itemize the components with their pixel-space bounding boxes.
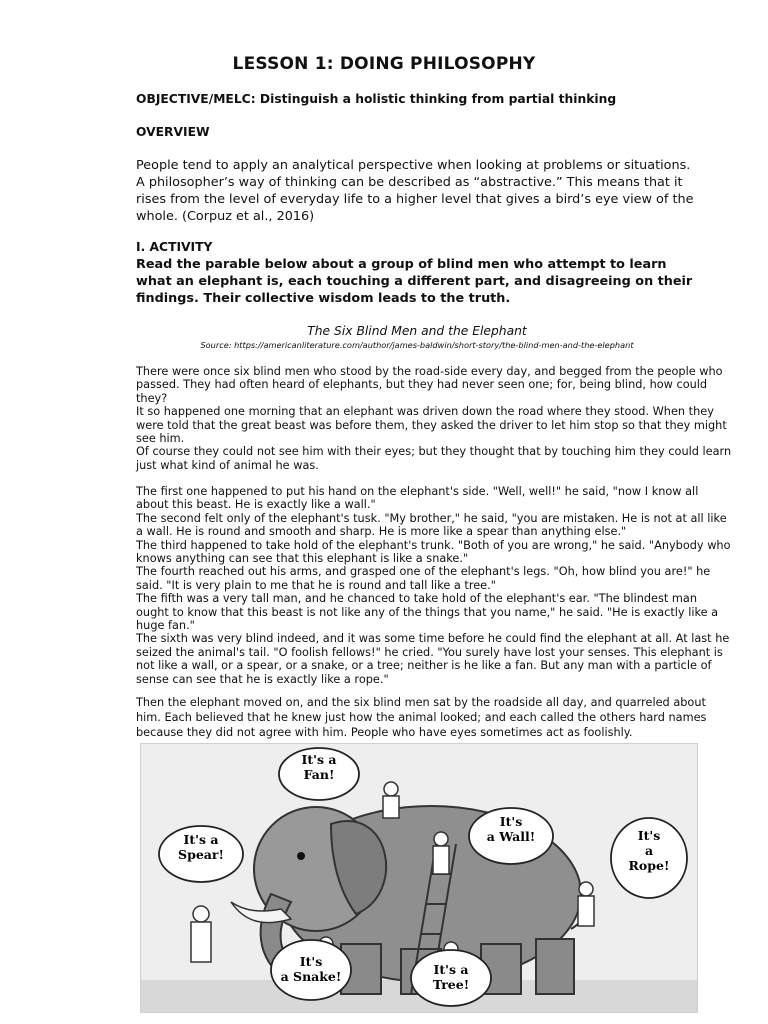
spear-speech-bubble [161, 832, 241, 862]
overview-paragraph: A philosopher’s way of thinking can be described as “abstractive.” This means that it rises from the level of everyday life to a higher level that gives a bird’s eye view of the whole. (Corpuz et al., 2016) [136, 175, 694, 224]
story-paragraph: The second felt only of the elephant's tusk. "My brother," he said, "you are mistaken. He is not at all like a wall. He is round and smooth and sharp. He is more like a spear than anything else." [136, 511, 727, 539]
story-intro [136, 365, 732, 472]
story-paragraph: The first one happened to put his hand on the elephant's side. "Well, well!" he said, "now I know all about this beast. He is exactly like a wall." [136, 485, 699, 512]
bubble-line: It's [637, 828, 661, 843]
objective-line: OBJECTIVE/MELC: Distinguish a holistic thinking from partial thinking [136, 92, 617, 106]
rope-speech-bubble [613, 828, 685, 873]
bubble-line: a [644, 843, 654, 858]
bubble-line: Spear! [178, 847, 224, 862]
story-paragraph: It so happened one morning that an elephant was driven down the road where they stood. When they were told that the great beast was before them, they asked the driver to let him stop so that they might see him. [136, 405, 727, 446]
bubble-line: It's [499, 814, 523, 829]
wall-speech-bubble [471, 814, 551, 844]
story-paragraph: The sixth was very blind indeed, and it was some time before he could find the elephant at all. At last he seized the animal's tail. "O foolish fellows!" he cried. "You surely have lost your senses. This elephant is not like a wall, or a spear, or a snake, or a tree; neither is he like a fan. But any man with a particle of sense can see that he is exactly like a rope." [136, 632, 730, 686]
fan-speech-bubble [281, 752, 357, 782]
story-paragraph: The fifth was a very tall man, and he chanced to take hold of the elephant's ear. "The blindest man ought to know that this beast is not like any of the things that you name," he said. "He is exactly like a huge fan." [136, 592, 719, 633]
story-paragraph: The third happened to take hold of the elephant's trunk. "Both of you are wrong," he said. "Anybody who knows anything can see that this elephant is like a snake." [136, 538, 731, 566]
elephant-illustration [140, 743, 698, 1013]
activity-instruction: Read the parable below about a group of blind men who attempt to learn what an elephant is, each touching a different part, and disagreeing on their findings. Their collective wisdom leads to the truth. [136, 257, 693, 306]
story-conclusion [136, 695, 732, 740]
tree-speech-bubble [411, 962, 491, 992]
bubble-line: It's a [183, 832, 219, 847]
story-paragraph: The fourth reached out his arms, and grasped one of the elephant's legs. "Oh, how blind you are!" he said. "It is very plain to me that he is round and tall like a tree." [136, 565, 711, 592]
bubble-line: a Snake! [280, 969, 342, 984]
bubble-line: Rope! [628, 858, 670, 873]
overview-text [136, 157, 696, 225]
overview-heading: OVERVIEW [136, 125, 210, 139]
bubble-line: a Wall! [486, 829, 536, 844]
story-paragraph: Of course they could not see him with their eyes; but they thought that by touching him they could learn just what kind of animal he was. [136, 445, 732, 472]
bubble-line: It's a [433, 962, 469, 977]
bubble-line: Tree! [432, 977, 470, 992]
story-title: The Six Blind Men and the Elephant [307, 324, 527, 338]
activity-heading: I. ACTIVITY [136, 240, 213, 254]
story-paragraph: Then the elephant moved on, and the six blind men sat by the roadside all day, and quarreled about him. Each believed that he knew just how the animal looked; and each called the others hard names because they did not agree with him. People who have eyes sometimes act as foolishly. [136, 696, 707, 739]
overview-paragraph: People tend to apply an analytical perspective when looking at problems or situations. [136, 158, 691, 173]
snake-speech-bubble [271, 954, 351, 984]
story-paragraph: There were once six blind men who stood by the road-side every day, and begged from the people who passed. They had often heard of elephants, but they had never seen one; for, being blind, how could they? [136, 365, 723, 405]
story-body [136, 485, 732, 686]
story-source: Source: https://americanliterature.com/author/james-baldwin/short-story/the-blind-men-and-the-elephant [200, 340, 634, 350]
bubble-line: Fan! [303, 767, 335, 782]
lesson-title: LESSON 1: DOING PHILOSOPHY [232, 54, 536, 74]
bubble-line: It's [299, 954, 323, 969]
bubble-line: It's a [301, 752, 337, 767]
